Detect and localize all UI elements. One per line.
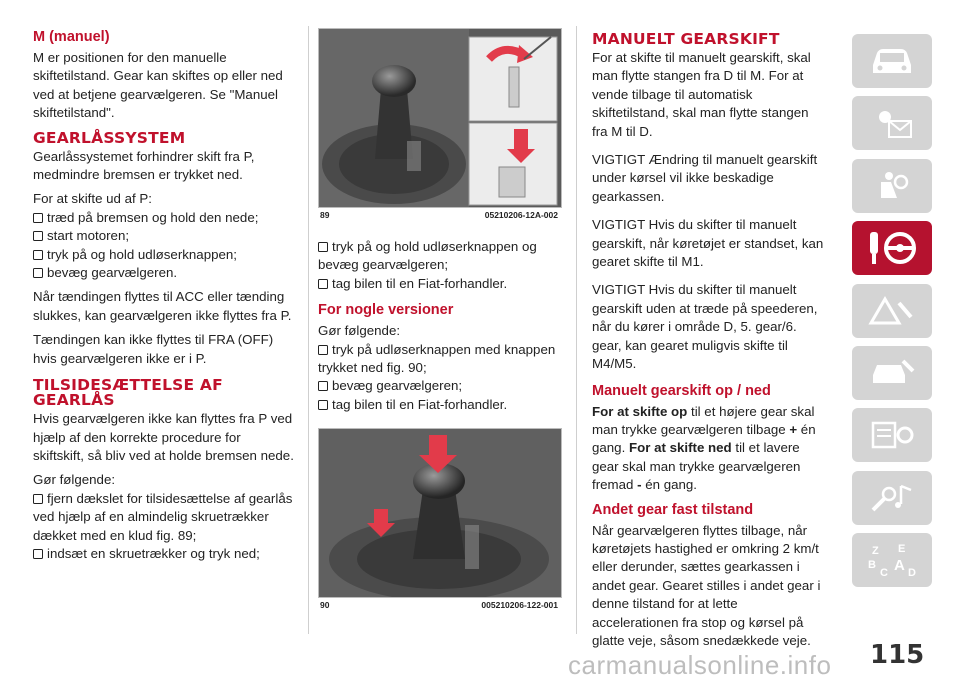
figure-90-caption xyxy=(318,598,560,612)
tab-emergency[interactable] xyxy=(852,284,932,338)
tab-technical-data[interactable] xyxy=(852,408,932,462)
figure-code: 005210206-122-001 xyxy=(481,600,558,611)
gearlock-heading: GEARLÅSSYSTEM xyxy=(33,128,186,147)
list-item: bevæg gearvælgeren. xyxy=(33,264,295,282)
car-icon xyxy=(867,43,917,79)
list-item: tryk på og hold udløserknappen; xyxy=(33,246,295,264)
seat-airbag-icon xyxy=(867,168,917,204)
column-divider xyxy=(576,26,577,634)
list-item: tryk på udløserknappen med knappen trykket ned fig. 90; xyxy=(318,341,556,376)
checkbox-bullet-icon xyxy=(318,242,328,252)
svg-text:C: C xyxy=(880,567,888,580)
car-service-icon xyxy=(867,355,917,391)
column-right xyxy=(592,26,825,656)
versions-title: For nogle versioner xyxy=(318,302,454,319)
tab-maintenance[interactable] xyxy=(852,346,932,400)
list-item: bevæg gearvælgeren; xyxy=(318,377,560,395)
list-item: tag bilen til en Fiat-forhandler. xyxy=(318,275,560,293)
m-manual-title: M (manuel) xyxy=(33,29,110,45)
figure-89 xyxy=(318,28,562,208)
svg-text:A: A xyxy=(894,557,905,575)
override-text: Hvis gearvælgeren ikke kan flyttes fra P ved hjælp af den korrekte procedure for skiftskift, så bliv ved at holde bremsen nede. xyxy=(33,411,294,463)
list-item: tag bilen til en Fiat-forhandler. xyxy=(318,396,560,414)
second-gear-text: Når gearvælgeren flyttes tilbage, når køretøjets hastighed er omkring 2 km/t eller derunder, sættes gearkassen i andet gear. Gearet stilles i andet gear i denne tilstand for at lette accelerationen fra stop og kørsel på glatte veje, såsom snedækkede veje. xyxy=(592,522,821,648)
figure-number: 89 xyxy=(320,210,330,220)
column-middle xyxy=(318,28,560,612)
tab-starting-driving[interactable] xyxy=(852,221,932,275)
manual-gearshift-heading: MANUELT GEARSKIFT xyxy=(592,30,780,48)
checkbox-bullet-icon xyxy=(318,345,328,355)
gearlock-text: Gearlåssystemet forhindrer skift fra P, medmindre bremsen er trykket ned. xyxy=(33,148,255,183)
important-note-2: VIGTIGT Hvis du skifter til manuelt gearskift, når køretøjet er standset, kan gearet skifte til M1. xyxy=(592,217,824,270)
checkbox-bullet-icon xyxy=(33,268,43,278)
do-following-label: Gør følgende: xyxy=(318,323,401,339)
shift-up-down-text: For at skifte op til et højere gear skal man trykke gearvælgeren tilbage + én gang. For at skifte ned til et lavere gear skal man trykke gearvælgeren fremad - én gang. xyxy=(592,403,816,493)
manual-gearshift-text: For at skifte til manuelt gearskift, skal man flytte stangen fra D til M. For at vende tilbage til automatisk skiftetilstand, skal man flytte stangen fra M til D. xyxy=(592,50,811,139)
checkbox-bullet-icon xyxy=(318,279,328,289)
figure-90 xyxy=(318,428,562,598)
watermark: carmanualsonline.info xyxy=(568,650,832,680)
gear-lever-override-illustration xyxy=(319,29,561,207)
warning-light-icon xyxy=(867,105,917,141)
shift-out-intro: For at skifte ud af P: xyxy=(33,191,152,207)
checkbox-bullet-icon xyxy=(33,213,43,223)
checkbox-bullet-icon xyxy=(33,231,43,241)
tab-warning-lights[interactable] xyxy=(852,96,932,150)
checkbox-bullet-icon xyxy=(33,549,43,559)
tab-car[interactable] xyxy=(852,34,932,88)
tab-safety[interactable] xyxy=(852,159,932,213)
list-item: indsæt en skruetrækker og tryk ned; xyxy=(33,545,295,563)
tab-index[interactable] xyxy=(852,533,932,587)
triangle-wrench-icon xyxy=(867,293,917,329)
second-gear-title: Andet gear fast tilstand xyxy=(592,501,754,518)
off-paragraph: Tændingen kan ikke flyttes til FRA (OFF) hvis gearvælgeren ikke er i P. xyxy=(33,332,274,366)
list-item: fjern dækslet for tilsidesættelse af gearlås ved hjælp af en almindelig skruetrækker dækket med en klud fig. 89; xyxy=(33,490,293,543)
alphabet-index-icon xyxy=(864,540,920,580)
page-number: 115 xyxy=(870,640,925,670)
svg-text:E: E xyxy=(898,543,906,556)
tab-multimedia[interactable] xyxy=(852,471,932,525)
figure-code: 05210206-12A-002 xyxy=(484,210,558,220)
checkbox-bullet-icon xyxy=(33,250,43,260)
settings-list-icon xyxy=(867,417,917,453)
svg-text:D: D xyxy=(908,567,916,580)
key-steering-wheel-icon xyxy=(864,228,920,268)
checkbox-bullet-icon xyxy=(318,400,328,410)
media-music-icon xyxy=(867,480,917,516)
list-item: start motoren; xyxy=(33,227,295,245)
m-manual-text: M er positionen for den manuelle skiftetilstand. Gear kan skiftes op eller ned ved at betjene gearvælgeren. Se "Manuel skiftetilstand". xyxy=(33,50,283,121)
override-heading: TILSIDESÆTTELSE AF GEARLÅS xyxy=(33,376,223,410)
shift-up-down-title: Manuelt gearskift op / ned xyxy=(592,382,771,399)
gear-release-button-illustration xyxy=(319,429,561,597)
column-left xyxy=(33,28,295,563)
figure-number: 90 xyxy=(320,600,330,611)
important-note-1: VIGTIGT Ændring til manuelt gearskift under kørsel vil ikke beskadige gearkassen. xyxy=(592,152,818,204)
acc-paragraph: Når tændingen flyttes til ACC eller tænding slukkes, kan gearvælgeren ikke flyttes fra P. xyxy=(33,289,292,323)
figure-89-caption xyxy=(318,208,560,222)
do-following-label: Gør følgende: xyxy=(33,472,116,488)
list-item: træd på bremsen og hold den nede; xyxy=(33,209,295,227)
checkbox-bullet-icon xyxy=(318,381,328,391)
chapter-tabs xyxy=(852,34,932,596)
important-note-3: VIGTIGT Hvis du skifter til manuelt gearskift uden at træde på speederen, når du kører i område D, 5. gear/6. gear, kan gearet muligvis skifte til M4/M5. xyxy=(592,282,818,372)
checkbox-bullet-icon xyxy=(33,494,43,504)
svg-text:Z: Z xyxy=(872,545,879,558)
list-item: tryk på og hold udløserknappen og bevæg gearvælgeren; xyxy=(318,239,537,273)
svg-text:B: B xyxy=(868,559,876,572)
column-divider xyxy=(308,26,309,634)
